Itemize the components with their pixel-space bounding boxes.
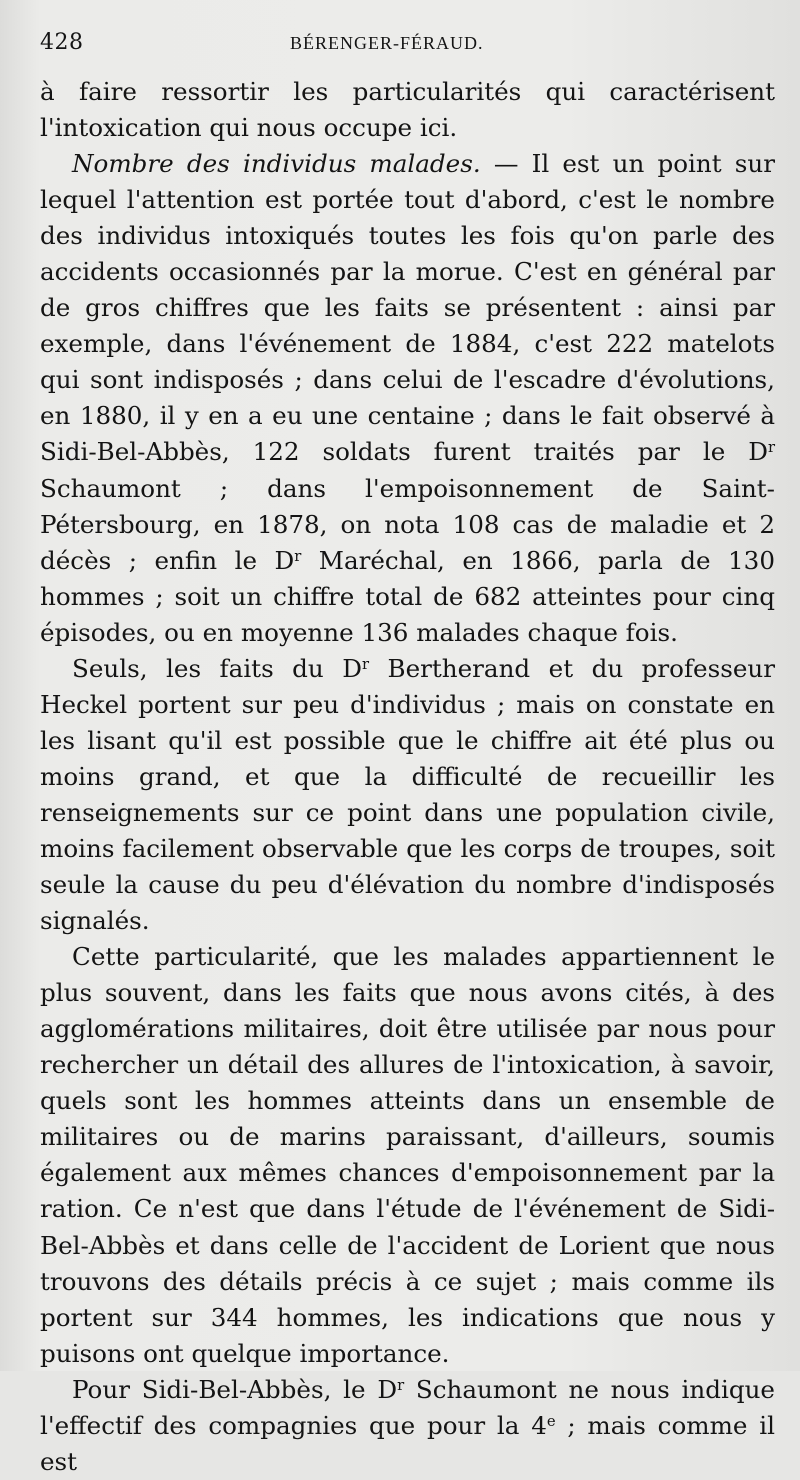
paragraph-5-text-a: Pour Sidi-Bel-Abbès, le D (72, 1374, 398, 1404)
paragraph-5-sup-b: e (546, 1412, 556, 1430)
paragraph-3-text-b: Bertherand et du professeur Heckel portent sur peu d'individus ; mais on constate en les lisant qu'il est possible que le chiffre ait été plus ou moins grand, et que la difficulté de recueillir les renseignements sur ce point dans une population civile, moins facilement observable que les corps de troupes, soit seule la cause du peu d'élévation du nombre d'indisposés signalés. (40, 653, 776, 936)
paragraph-2 (40, 146, 775, 651)
paragraph-2-sup-b: r (294, 547, 302, 565)
paragraph-4-text: Cette particularité, que les malades appartiennent le plus souvent, dans les faits que nous avons cités, à des agglomérations militaires, doit être utilisée par nous pour rechercher un détail des allures de l'intoxication, à savoir, quels sont les hommes atteints dans un ensemble de militaires ou de marins paraissant, d'ailleurs, soumis également aux mêmes chances d'empoisonnement par la ration. Ce n'est que dans l'étude de l'événement de Sidi-Bel-Abbès et dans celle de l'accident de Lorient que nous trouvons des détails précis à ce sujet ; mais comme ils portent sur 344 hommes, les indications que nous y puisons ont quelque importance. (40, 942, 775, 1368)
paragraph-2-text-a: — Il est un point sur lequel l'attention est portée tout d'abord, c'est le nombre des individus intoxiqués toutes les fois qu'on parle des accidents occasionnés par la morue. C'est en général par de gros chiffres que les faits se présentent : ainsi par exemple, dans l'événement de 1884, c'est 222 matelots qui sont indisposés ; dans celui de l'escadre d'évolutions, en 1880, il y en a eu une centaine ; dans le fait observé à Sidi-Bel-Abbès, 122 soldats furent traités par le D (40, 149, 775, 467)
paragraph-2-sup-a: r (767, 439, 775, 457)
paragraph-4 (40, 939, 775, 1372)
page-header (40, 30, 772, 74)
paragraph-3-sup-a: r (361, 655, 370, 673)
paragraph-5-sup-a: r (397, 1376, 405, 1394)
paragraph-2-text-c: Maréchal, en 1866, parla de 130 hommes ; soit un chiffre total de 682 atteintes pour cinq épisodes, ou en moyenne 136 malades chaque fois. (40, 545, 775, 647)
running-head: BÉRENGER-FÉRAUD. (290, 33, 484, 53)
paragraph-3 (40, 651, 775, 939)
paragraph-5-text-b: Schaumont ne nous indique l'effectif des compagnies que pour la 4 (40, 1374, 775, 1440)
paragraph-1 (40, 74, 775, 146)
body-text (40, 74, 775, 1480)
paragraph-3-text-a: Seuls, les faits du D (72, 653, 362, 683)
paragraph-5 (40, 1372, 775, 1480)
paragraph-2-text-b: Schaumont ; dans l'empoisonnement de Saint-Pétersbourg, en 1878, on nota 108 cas de maladie et 2 décès ; enfin le D (40, 473, 775, 575)
page-number: 428 (40, 30, 84, 55)
paragraph-5-text-c: ; mais comme il est (40, 1410, 775, 1476)
paragraph-1-text: à faire ressortir les particularités qui caractérisent l'intoxication qui nous occupe ici. (40, 77, 775, 143)
section-heading-italic: Nombre des individus malades. (72, 149, 481, 179)
